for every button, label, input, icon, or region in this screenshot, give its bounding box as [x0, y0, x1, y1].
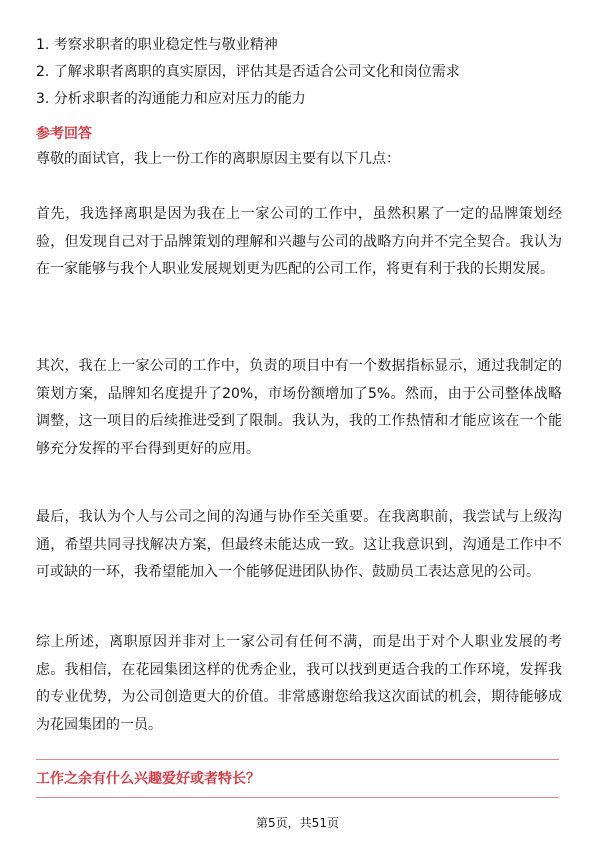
criteria-item: 1. 考察求职者的职业稳定性与敬业精神	[36, 37, 278, 53]
question-divider-top	[36, 759, 559, 760]
question-divider-bottom	[36, 797, 559, 798]
next-question-heading: 工作之余有什么兴趣爱好或者特长？	[36, 771, 260, 787]
evaluation-criteria-list	[36, 32, 561, 113]
criteria-item: 2. 了解求职者离职的真实原因，评估其是否适合公司文化和岗位需求	[36, 64, 460, 80]
answer-paragraph: 其次，我在上一家公司的工作中，负责的项目中有一个数据指标显示，通过我制定的策划方案，品牌知名度提升了20%，市场份额增加了5%。然而，由于公司整体战略调整，这一项目的后续推进受到了限制。我认为，我的工作热情和才能应该在一个能够充分发挥的平台得到更好的应用。	[36, 358, 562, 457]
answer-intro: 尊敬的面试官，我上一份工作的离职原因主要有以下几点：	[36, 151, 400, 167]
reference-answer-heading: 参考回答	[36, 126, 92, 142]
answer-paragraph: 综上所述，离职原因并非对上一家公司有任何不满，而是出于对个人职业发展的考虑。我相信，在花园集团这样的优秀企业，我可以找到更适合我的工作环境，发挥我的专业优势，为公司创造更大的价值。非常感谢您给我这次面试的机会，期待能够成为花园集团的一员。	[36, 634, 562, 733]
answer-paragraph: 首先，我选择离职是因为我在上一家公司的工作中，虽然积累了一定的品牌策划经验，但发现自己对于品牌策划的理解和兴趣与公司的战略方向并不完全契合。我认为在一家能够与我个人职业发展规划更为匹配的公司工作，将更有利于我的长期发展。	[36, 206, 562, 277]
page-indicator: 第5页，共51页	[256, 816, 339, 830]
criteria-item: 3. 分析求职者的沟通能力和应对压力的能力	[36, 91, 306, 107]
answer-paragraph: 最后，我认为个人与公司之间的沟通与协作至关重要。在我离职前，我尝试与上级沟通，希望共同寻找解决方案，但最终未能达成一致。这让我意识到，沟通是工作中不可或缺的一环，我希望能加入一个能够促进团队协作、鼓励员工表达意见的公司。	[36, 509, 562, 580]
